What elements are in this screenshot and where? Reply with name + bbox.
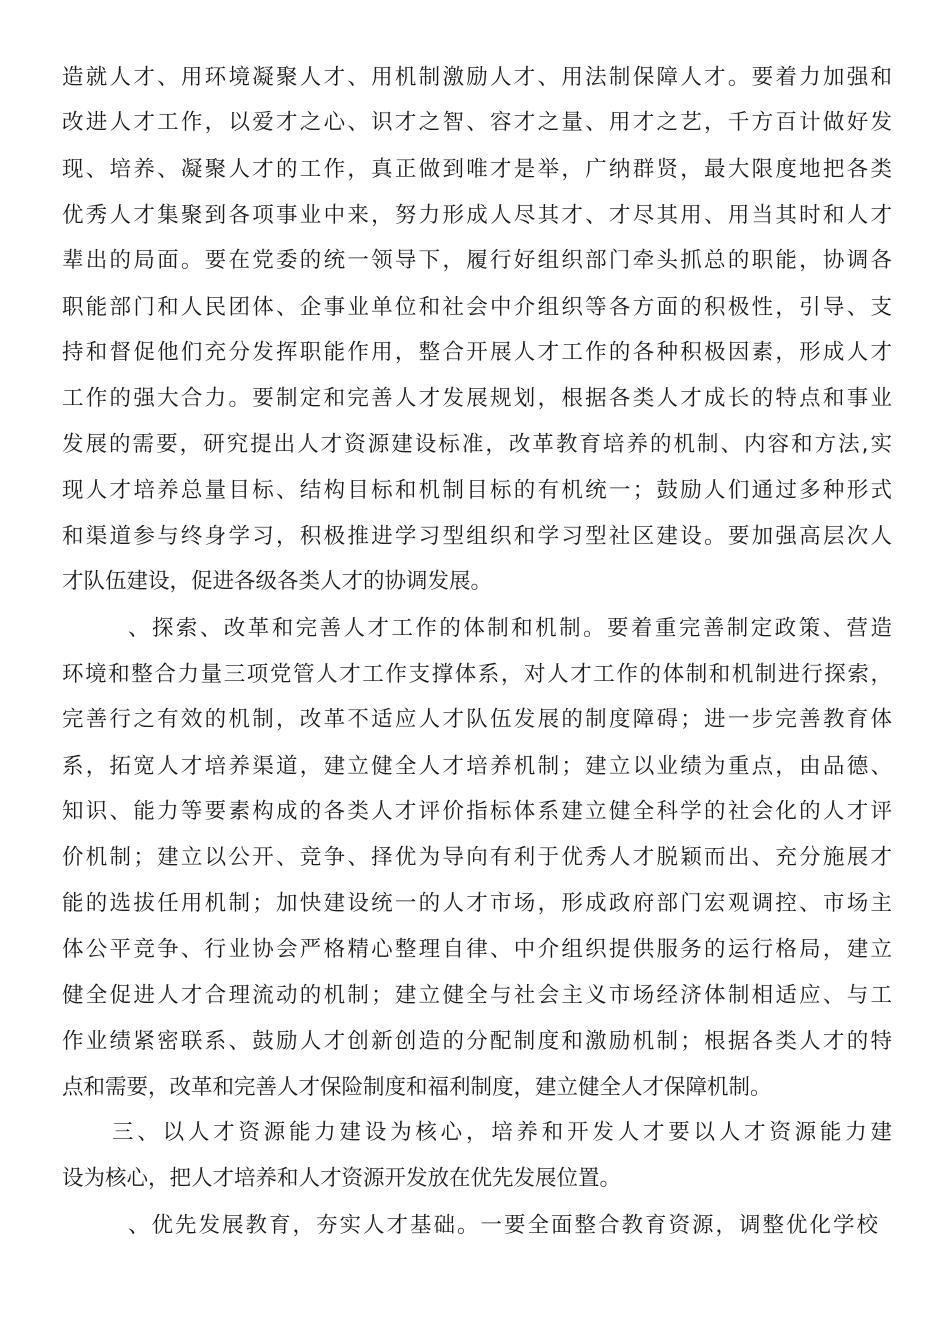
text-line: 环境和整合力量三项党管人才工作支撑体系，对人才工作的体制和机制进行探索， [62,662,892,687]
text-line: 优秀人才集聚到各项事业中来，努力形成人尽其才、才尽其用、用当其时和人才 [62,203,892,228]
text-line: 体公平竞争、行业协会严格精心整理自律、中介组织提供服务的运行格局，建立 [62,937,892,962]
text-line: 工作的强大合力。要制定和完善人才发展规划，根据各类人才成长的特点和事业 [62,386,892,411]
text-line: 设为核心，把人才培养和人才资源开发放在优先发展位置。 [62,1166,622,1191]
text-line: 能的选拔任用机制；加快建设统一的人才市场，形成政府部门宏观调控、市场主 [62,891,892,916]
section-heading-line: 、优先发展教育，夯实人才基础。一要全面整合教育资源，调整优化学校 [128,1213,878,1238]
section-heading-line: 三、以人才资源能力建设为核心，培养和开发人才要以人才资源能力建 [112,1120,892,1145]
text-line: 和渠道参与终身学习，积极推进学习型组织和学习型社区建设。要加强高层次人 [62,524,892,549]
text-line: 健全促进人才合理流动的机制；建立健全与社会主义市场经济体制相适应、与工 [62,983,892,1008]
text-line: 价机制；建立以公开、竞争、择优为导向有利于优秀人才脱颖而出、充分施展才 [62,845,892,870]
text-line: 职能部门和人民团体、企事业单位和社会中介组织等各方面的积极性，引导、支 [62,295,892,320]
text-line: 发展的需要，研究提出人才资源建设标准，改革教育培养的机制、内容和方法,实 [62,432,892,457]
text-line: 点和需要，改革和完善人才保险制度和福利制度，建立健全人才保障机制。 [62,1075,772,1100]
text-line: 知识、能力等要素构成的各类人才评价指标体系建立健全科学的社会化的人才评 [62,799,892,824]
text-line: 才队伍建设，促进各级各类人才的协调发展。 [62,569,493,594]
text-line: 完善行之有效的机制，改革不适应人才队伍发展的制度障碍；进一步完善教育体 [62,707,892,732]
section-heading-line: 、探索、改革和完善人才工作的体制和机制。要着重完善制定政策、营造 [128,616,892,641]
text-line: 作业绩紧密联系、鼓励人才创新创造的分配制度和激励机制；根据各类人才的特 [62,1029,892,1054]
text-line: 改进人才工作，以爱才之心、识才之智、容才之量、用才之艺，千方百计做好发 [62,110,892,135]
text-line: 辈出的局面。要在党委的统一领导下，履行好组织部门牵头抓总的职能，协调各 [62,248,892,273]
text-line: 持和督促他们充分发挥职能作用，整合开展人才工作的各种积极因素，形成人才 [62,340,892,365]
text-line: 现人才培养总量目标、结构目标和机制目标的有机统一；鼓励人们通过多种形式 [62,478,892,503]
text-line: 现、培养、凝聚人才的工作，真正做到唯才是举，广纳群贤，最大限度地把各类 [62,157,892,182]
text-line: 造就人才、用环境凝聚人才、用机制激励人才、用法制保障人才。要着力加强和 [62,65,892,90]
text-line: 系，拓宽人才培养渠道，建立健全人才培养机制；建立以业绩为重点，由品德、 [62,754,892,779]
